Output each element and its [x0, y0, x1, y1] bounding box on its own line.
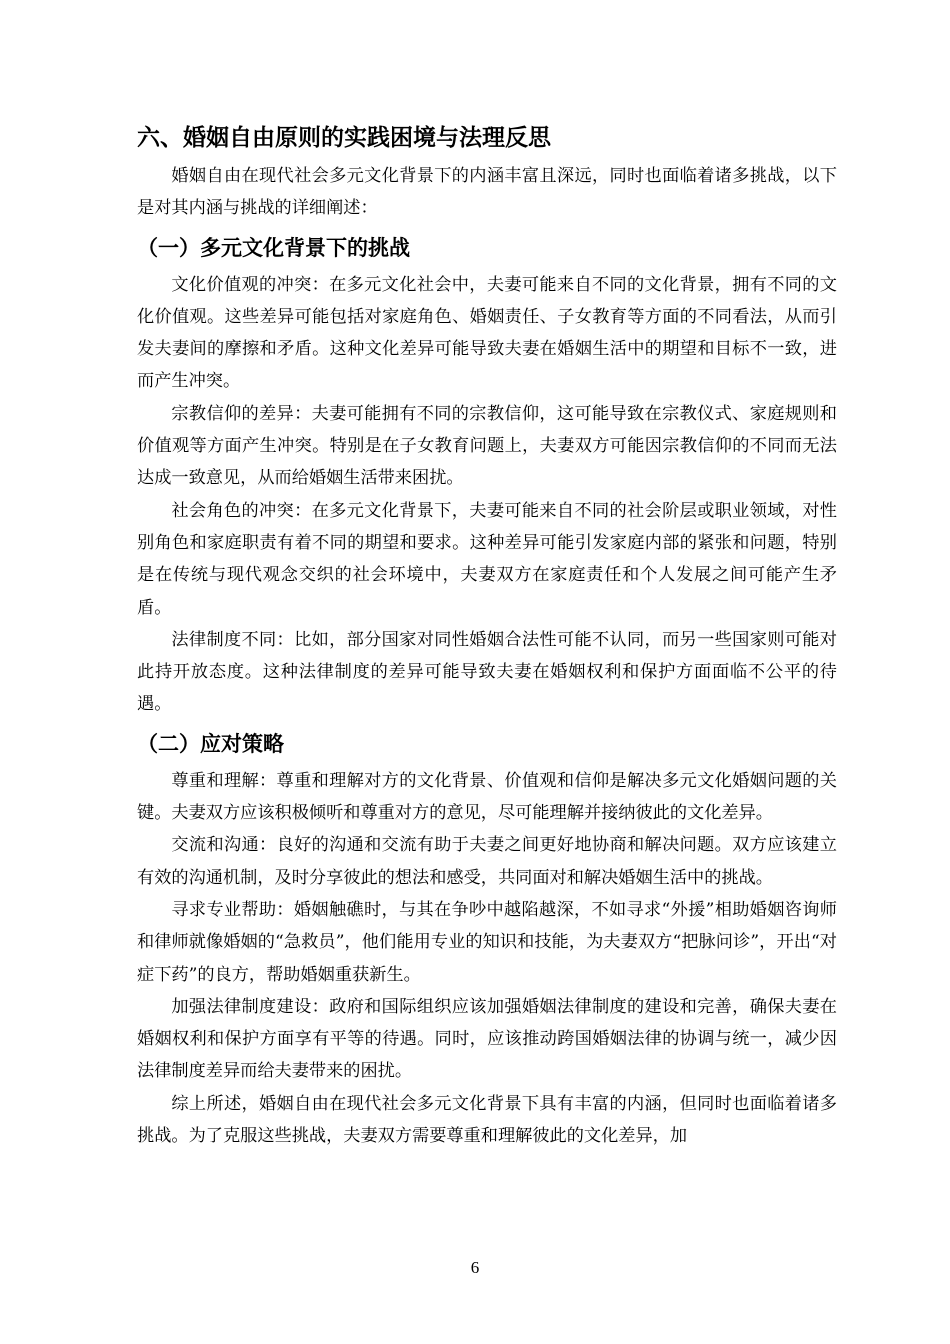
paragraph-communication: 交流和沟通：良好的沟通和交流有助于夫妻之间更好地协商和解决问题。双方应该建立有效的沟通机制，及时分享彼此的想法和感受，共同面对和解决婚姻生活中的挑战。	[137, 835, 837, 888]
paragraph-legal-systems: 法律制度不同：比如，部分国家对同性婚姻合法性可能不认同，而另一些国家则可能对此持开放态度。这种法律制度的差异可能导致夫妻在婚姻权利和保护方面面临不公平的待遇。	[137, 629, 837, 715]
paragraph-social-roles: 社会角色的冲突：在多元文化背景下，夫妻可能来自不同的社会阶层或职业领域，对性别角色和家庭职责有着不同的期望和要求。这种差异可能引发家庭内部的紧张和问题，特别是在传统与现代观念交织的社会环境中，夫妻双方在家庭责任和个人发展之间可能产生矛盾。	[137, 500, 837, 618]
page-content	[137, 118, 837, 1152]
section-heading-main: 六、婚姻自由原则的实践困境与法理反思	[137, 125, 551, 151]
page-number: 6	[470, 1258, 480, 1277]
paragraph-respect: 尊重和理解：尊重和理解对方的文化背景、价值观和信仰是解决多元文化婚姻问题的关键。夫妻双方应该积极倾听和尊重对方的意见，尽可能理解并接纳彼此的文化差异。	[137, 770, 837, 824]
paragraph-professional-help: 寻求专业帮助：婚姻触礁时，与其在争吵中越陷越深，不如寻求“外援”相助婚姻咨询师和律师就像婚姻的“急救员”，他们能用专业的知识和技能，为夫妻双方“把脉问诊”，开出“对症下药”的良方，帮助婚姻重获新生。	[137, 899, 837, 985]
paragraph-legal-construction: 加强法律制度建设：政府和国际组织应该加强婚姻法律制度的建设和完善，确保夫妻在婚姻权利和保护方面享有平等的待遇。同时，应该推动跨国婚姻法律的协调与统一，减少因法律制度差异而给夫妻带来的困扰。	[137, 996, 837, 1082]
subsection-heading-strategies: （二）应对策略	[137, 731, 284, 756]
paragraph-cultural-values: 文化价值观的冲突：在多元文化社会中，夫妻可能来自不同的文化背景，拥有不同的文化价值观。这些差异可能包括对家庭角色、婚姻责任、子女教育等方面的不同看法，从而引发夫妻间的摩擦和矛盾。这种文化差异可能导致夫妻在婚姻生活中的期望和目标不一致，进而产生冲突。	[137, 274, 837, 392]
paragraph-summary: 综上所述，婚姻自由在现代社会多元文化背景下具有丰富的内涵，但同时也面临着诸多挑战。为了克服这些挑战，夫妻双方需要尊重和理解彼此的文化差异，加	[137, 1093, 837, 1147]
paragraph-religious-differences: 宗教信仰的差异：夫妻可能拥有不同的宗教信仰，这可能导致在宗教仪式、家庭规则和价值观等方面产生冲突。特别是在子女教育问题上，夫妻双方可能因宗教信仰的不同而无法达成一致意见，从而给婚姻生活带来困扰。	[137, 403, 837, 489]
intro-paragraph: 婚姻自由在现代社会多元文化背景下的内涵丰富且深远，同时也面临着诸多挑战，以下是对其内涵与挑战的详细阐述：	[137, 166, 837, 219]
subsection-heading-challenges: （一）多元文化背景下的挑战	[137, 235, 410, 260]
